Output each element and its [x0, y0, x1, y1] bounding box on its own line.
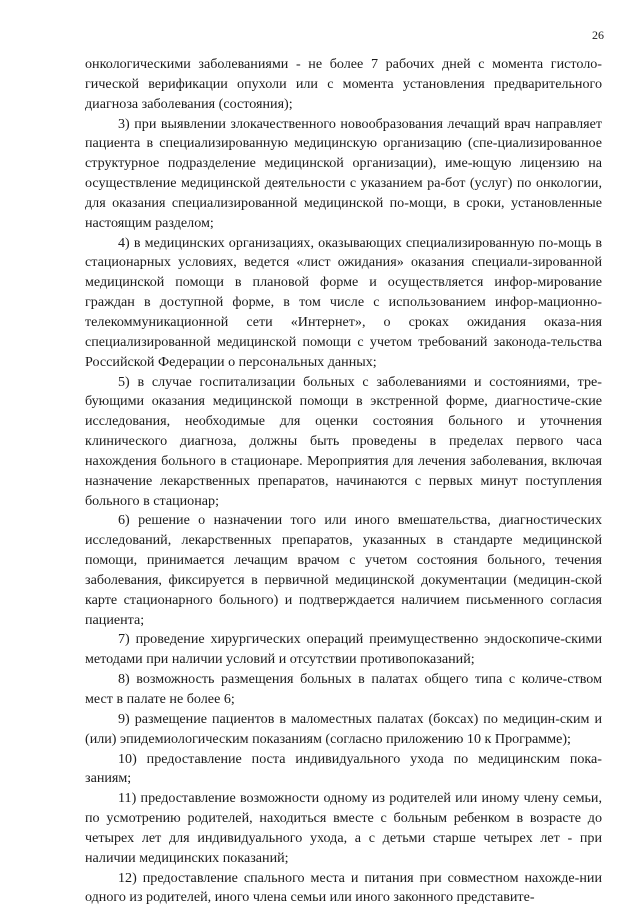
paragraph-item-3: 3) при выявлении злокачественного новообразования лечащий врач направляет пациента в специализированную медицинскую организацию (спе-циализированное структурное подразделение медицинской организации), име-ющую лицензию на осуществление медицинской деятельности с указанием ра-бот (услуг) по онкологии, для оказания специализированной медицинской по-мощи, в сроки, установленные настоящим разделом; — [85, 115, 602, 231]
paragraph-item-8: 8) возможность размещения больных в палатах общего типа с количе-ством мест в палате не более 6; — [85, 671, 602, 707]
paragraph-item-5: 5) в случае госпитализации больных с заболеваниями и состояниями, тре-бующими оказания медицинской помощи в экстренной форме, диагностиче-ские исследования, необходимые для оценки состояния больного и уточнения клинического диагноза, должны быть проведены в пределах первого часа нахождения больного в стационаре. Мероприятия для лечения заболевания, включая назначение лекарственных препаратов, начинаются с первых минут поступления больного в стационар; — [85, 373, 602, 509]
paragraph-item-9: 9) размещение пациентов в маломестных палатах (боксах) по медицин-ским и (или) эпидемиологическим показаниям (согласно приложению 10 к Программе); — [85, 710, 602, 747]
paragraph-item-10: 10) предоставление поста индивидуального ухода по медицинским пока-заниям; — [85, 750, 602, 787]
paragraph-item-6: 6) решение о назначении того или иного вмешательства, диагностических исследований, лекарственных препаратов, указанных в стандарте медицинской помощи, принимается лечащим врачом с учетом состояния больного, течения заболевания, фиксируется в первичной медицинской документации (медицин-ской карте стационарного больного) и подтверждается наличием письменного согласия пациента; — [85, 512, 602, 628]
paragraph-item-7: 7) проведение хирургических операций преимущественно эндоскопиче-скими методами при наличии условий и отсутствии противопоказаний; — [85, 631, 602, 668]
body-text — [85, 55, 602, 908]
page-number: 26 — [592, 28, 604, 42]
paragraph-item-11: 11) предоставление возможности одному из родителей или иному члену семьи, по усмотрению родителей, находиться вместе с больным ребенком в возрасте до четырех лет для индивидуального ухода, а с детьми старше четырех лет - при наличии медицинских показаний; — [85, 790, 602, 866]
paragraph-continuation: онкологическими заболеваниями - не более 7 рабочих дней с момента гистоло-гической верификации опухоли или с момента установления предварительного диагноза заболевания (состояния); — [85, 56, 602, 112]
paragraph-item-4: 4) в медицинских организациях, оказывающих специализированную по-мощь в стационарных условиях, ведется «лист ожидания» оказания специали-зированной медицинской помощи в плановой форме и осуществляется инфор-мирование граждан в доступной форме, в том числе с использованием инфор-мационно-телекоммуникационной сети «Интернет», о сроках ожидания оказа-ния специализированной медицинской помощи с учетом требований законода-тельства Российской Федерации о персональных данных; — [85, 234, 602, 370]
paragraph-item-12: 12) предоставление спального места и питания при совместном нахожде-нии одного из родителей, иного члена семьи или иного законного представите- — [85, 869, 602, 906]
